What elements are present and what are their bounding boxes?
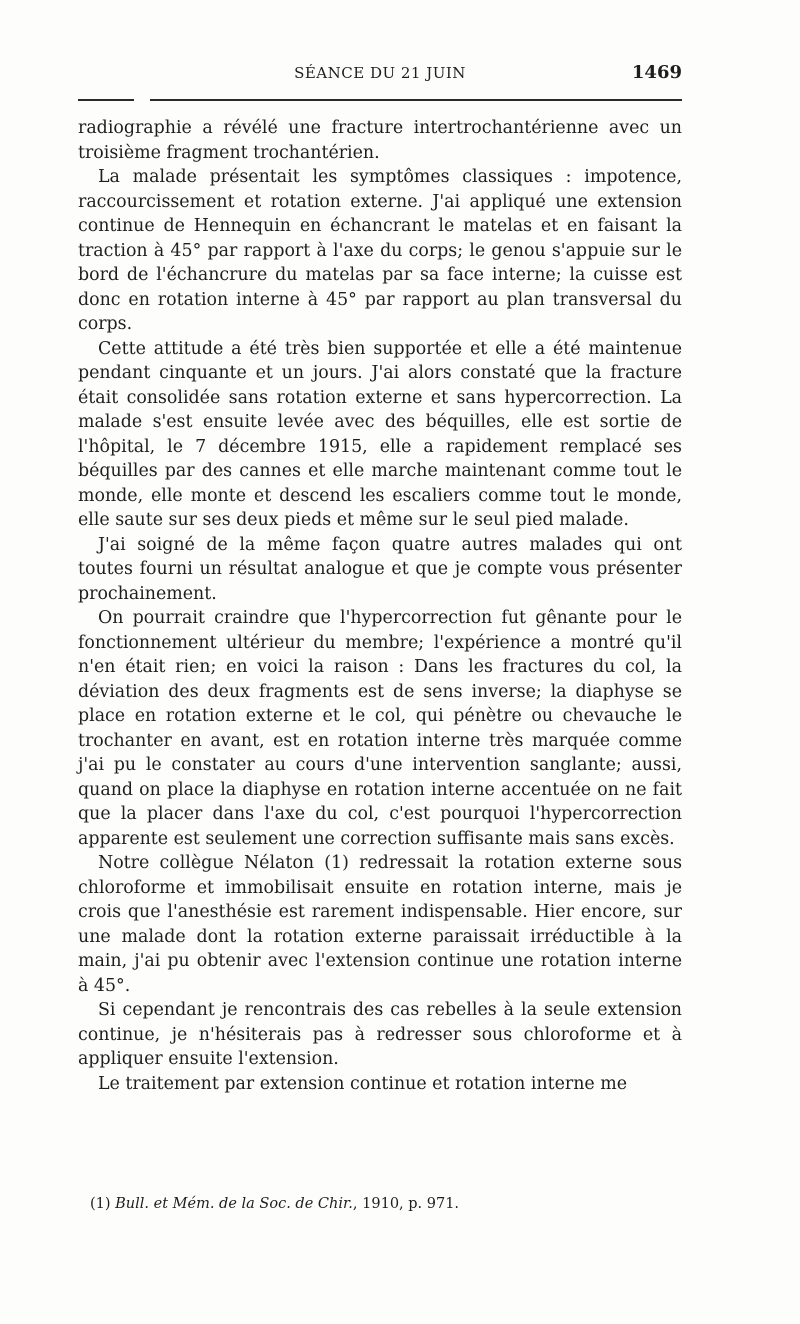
paragraph: La malade présentait les symptômes classiques : impotence, raccourcissement et rotation externe. J'ai appliqué une extension continue de Hennequin en échancrant le matelas et en faisant la traction à 45° par rapport à l'axe du corps; le genou s'appuie sur le bord de l'échancrure du matelas par sa face interne; la cuisse est donc en rotation interne à 45° par rapport au plan transversal du corps. bbox=[78, 167, 682, 334]
footnote-citation: Bull. et Mém. de la Soc. de Chir. bbox=[115, 1196, 353, 1212]
header-rule-left bbox=[78, 99, 134, 101]
page-header bbox=[78, 62, 682, 88]
body-text bbox=[78, 116, 682, 1096]
paragraph: Cette attitude a été très bien supportée et elle a été maintenue pendant cinquante et un jours. J'ai alors constaté que la fracture était consolidée sans rotation externe et sans hypercorrection. La malade s'est ensuite levée avec des béquilles, elle est sortie de l'hôpital, le 7 décembre 1915, elle a rapidement remplacé ses béquilles par des cannes et elle marche maintenant comme tout le monde, elle monte et descend les escaliers comme tout le monde, elle saute sur ses deux pieds et même sur le seul pied malade. bbox=[78, 338, 682, 530]
paragraph: Notre collègue Nélaton (1) redressait la rotation externe sous chloroforme et immobilisait ensuite en rotation interne, mais je crois que l'anesthésie est rarement indispensable. Hier encore, sur une malade dont la rotation externe paraissait irréductible à la main, j'ai pu obtenir avec l'extension continue une rotation interne à 45°. bbox=[78, 853, 682, 996]
footnote-marker: (1) bbox=[90, 1196, 116, 1212]
header-rule-right bbox=[150, 99, 682, 101]
footnote-details: , 1910, p. 971. bbox=[352, 1196, 460, 1212]
paragraph-continuation: radiographie a révélé une fracture intertrochantérienne avec un troisième fragment trochantérien. bbox=[78, 118, 682, 163]
footnote bbox=[90, 1194, 680, 1214]
paragraph: On pourrait craindre que l'hypercorrection fut gênante pour le fonctionnement ultérieur du membre; l'expérience a montré qu'il n'en était rien; en voici la raison : Dans les fractures du col, la déviation des deux fragments est de sens inverse; la diaphyse se place en rotation externe et le col, qui pénètre ou chevauche le trochanter en avant, est en rotation interne très marquée comme j'ai pu le constater au cours d'une intervention sanglante; aussi, quand on place la diaphyse en rotation interne accentuée on ne fait que la placer dans l'axe du col, c'est pourquoi l'hypercorrection apparente est seulement une correction suffisante mais sans excès. bbox=[78, 608, 682, 849]
running-head: SÉANCE DU 21 JUIN bbox=[294, 64, 466, 82]
paragraph-final: Le traitement par extension continue et rotation interne me bbox=[98, 1073, 628, 1094]
paragraph: Si cependant je rencontrais des cas rebelles à la seule extension continue, je n'hésiterais pas à redresser sous chloroforme et à appliquer ensuite l'extension. bbox=[78, 1000, 682, 1069]
paragraph: J'ai soigné de la même façon quatre autres malades qui ont toutes fourni un résultat analogue et que je compte vous présenter prochainement. bbox=[78, 534, 682, 604]
page-number: 1469 bbox=[631, 62, 682, 83]
